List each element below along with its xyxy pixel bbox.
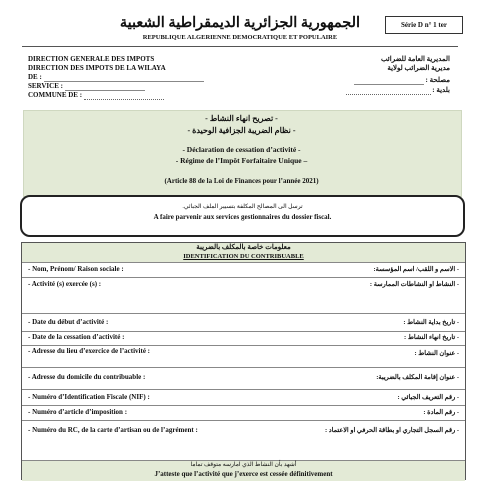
- row-label-ar: - رقم المادة :: [423, 409, 459, 416]
- attestation-arabic: أشهد بأن النشاط الذي امارسه متوقف تماما: [190, 462, 297, 468]
- declaration-fr-2: - Régime de l’Impôt Forfaitaire Unique –: [175, 156, 308, 165]
- serie-box: Série D n° 1 ter: [385, 16, 463, 34]
- row-label-ar: - عنوان النشاط :: [414, 350, 459, 357]
- left-line-de: [28, 73, 204, 82]
- row-label-fr: - Date de la cessation d’activité :: [28, 333, 125, 341]
- table-row[interactable]: [22, 405, 465, 421]
- de-label: DE :: [28, 73, 42, 81]
- row-label-fr: - Numéro du RC, de la carte d’artisan ou de l’agrément :: [28, 426, 198, 434]
- table-row[interactable]: [22, 313, 465, 332]
- notice-box: [20, 195, 465, 237]
- row-label-fr: - Activité (s) exercée (s) :: [28, 280, 102, 288]
- table-header-french: IDENTIFICATION DU CONTRIBUABLE: [183, 253, 304, 260]
- row-label-ar: - تاريخ انهاء النشاط :: [404, 334, 459, 341]
- right-commune-field[interactable]: [346, 87, 431, 95]
- table-row[interactable]: [22, 277, 465, 314]
- service-label: SERVICE :: [28, 82, 63, 90]
- declaration-ar-2: - نظام الضريبة الجزافية الوحيدة -: [187, 126, 296, 135]
- service-field[interactable]: [65, 84, 145, 91]
- title-arabic: الجمهورية الجزائرية الديمقراطية الشعبية: [119, 15, 361, 31]
- row-label-fr: - Adresse du domicile du contribuable :: [28, 373, 146, 381]
- table-header-arabic: معلومات خاصة بالمكلف بالضريبة: [196, 243, 291, 251]
- table-row[interactable]: [22, 345, 465, 368]
- left-line-commune: [28, 91, 164, 100]
- row-label-fr: - Numéro d’article d’imposition :: [28, 408, 128, 416]
- table-row[interactable]: [22, 367, 465, 390]
- notice-arabic: ترسل الى المصالح المكلفة بتسيير الملف الجبائي.: [182, 204, 303, 210]
- row-label-ar: - الاسم و اللقب/ اسم المؤسسة:: [373, 266, 459, 273]
- attestation-french: J’atteste que l’activité que j’exerce est cessée définitivement: [154, 470, 333, 478]
- row-label-ar: - رقم التعريف الجبائي :: [397, 394, 459, 401]
- row-label-ar: - النشاط او النشاطات الممارسة :: [369, 281, 459, 288]
- table-header: [22, 243, 465, 263]
- left-line-service: [28, 82, 145, 91]
- declaration-fr-1: - Déclaration de cessation d’activité -: [182, 145, 301, 154]
- row-label-fr: - Numéro d’Identification Fiscale (NIF) :: [28, 393, 150, 401]
- row-label-fr: - Adresse du lieu d’exercice de l’activité :: [28, 347, 151, 355]
- title-french: REPUBLIQUE ALGERIENNE DEMOCRATIQUE ET POPULAIRE: [142, 34, 338, 41]
- row-label-fr: - Date du début d’activité :: [28, 318, 109, 326]
- header-divider: [22, 46, 458, 47]
- declaration-ar-1: - تصريح انهاء النشاط -: [205, 114, 278, 123]
- commune-label: COMMUNE DE :: [28, 91, 83, 99]
- right-line-service: [354, 76, 450, 85]
- left-line-diw: DIRECTION DES IMPOTS DE LA WILAYA: [28, 64, 166, 72]
- row-label-ar: - رقم السجل التجاري او بطاقة الحرفي او الاعتماد :: [324, 427, 459, 434]
- de-field[interactable]: [44, 75, 204, 82]
- right-service-label: مصلحة :: [425, 76, 450, 84]
- left-line-dgi: DIRECTION GENERALE DES IMPOTS: [28, 55, 155, 63]
- row-label-ar: - عنوان إقامة المكلف بالضريبة:: [376, 374, 459, 381]
- right-line-diw: [387, 64, 450, 73]
- table-row[interactable]: [22, 262, 465, 278]
- notice-french: A faire parvenir aux services gestionnaires du dossier fiscal.: [153, 213, 332, 221]
- table-row[interactable]: [22, 331, 465, 346]
- attestation-footer: [22, 460, 465, 481]
- commune-field[interactable]: [84, 92, 164, 100]
- table-row[interactable]: [22, 420, 465, 460]
- right-commune-label: بلدية :: [432, 86, 450, 94]
- declaration-article: (Article 88 de la Loi de Finances pour l’année 2021): [164, 177, 319, 185]
- right-service-field[interactable]: [354, 78, 424, 85]
- table-row[interactable]: [22, 389, 465, 406]
- right-line-diw-label: مديرية الضرائب لولاية: [387, 64, 450, 72]
- row-label-ar: - تاريخ بداية النشاط :: [403, 319, 459, 326]
- right-line-dgi: المديرية العامة للضرائب: [380, 55, 450, 63]
- right-line-commune: [346, 86, 450, 95]
- row-label-fr: - Nom, Prénom/ Raison sociale :: [28, 265, 124, 273]
